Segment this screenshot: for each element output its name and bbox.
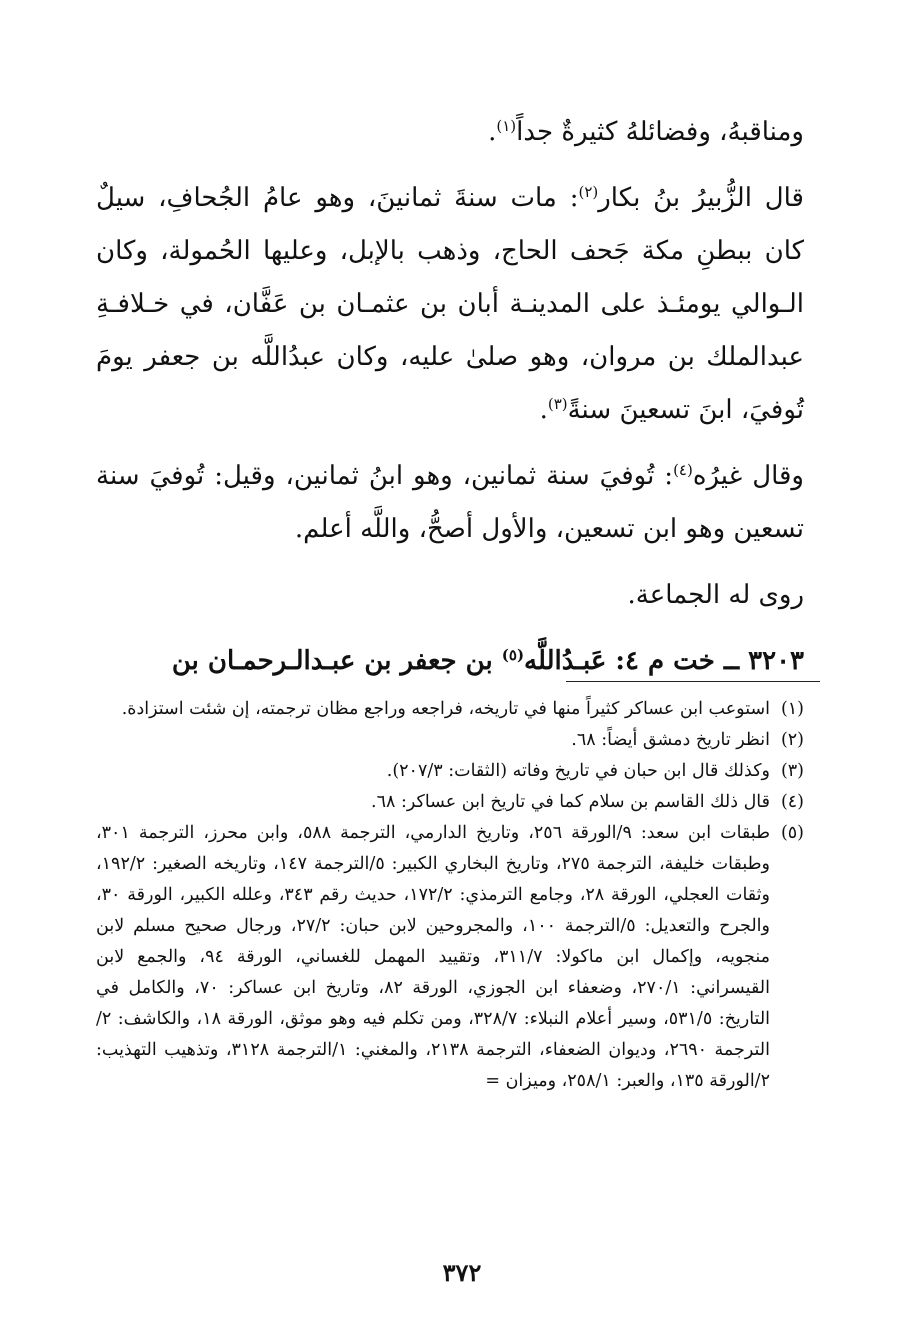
paragraph-text: وقال غيرُه [692,461,804,491]
entry-title-rest: بن جعفر بن عبـدالـرحمـان بن [171,646,493,676]
paragraph-4: روى له الجماعة. [627,580,804,610]
footnote-number: (٤) [780,792,804,812]
footnote-text: قال ذلك القاسم بن سلام كما في تاريخ ابن عساكر: ٦٨. [371,792,770,812]
footnote-text: انظر تاريخ دمشق أيضاً: ٦٨. [571,730,770,750]
footnote-number: (٥) [780,823,804,843]
punctuation: . [488,117,497,147]
paragraph-2 [96,172,804,437]
paragraph-text: ومناقبهُ، وفضائلهُ كثيرةٌ جداً [516,117,804,147]
footnote-ref: (١) [496,117,517,135]
footnote-ref: (٢) [578,183,599,201]
footnote-text: طبقات ابن سعد: ٩/الورقة ٢٥٦، وتاريخ الدارمي، الترجمة ٥٨٨، وابن محرز، الترجمة ٣٠١، وطبقات خليفة، الترجمة ٢٧٥، وتاريخ البخاري الكبير: ٥/الترجمة ١٤٧، وتاريخه الصغير: ١٩٢/٢، وثقات العجلي، الورقة ٢٨، وجامع الترمذي: ١٧٢/٢، حديث رقم ٣٤٣، وعلله الكبير، الورقة ٣٠، والجرح والتعديل: ٥/الترجمة ١٠٠، والمجروحين لابن حبان: ٢٧/٢، ورجال صحيح مسلم لابن منجويه، وإكمال ابن ماكولا: ٣١١/٧، وتقييد المهمل للغساني، الورقة ٩٤، والجمع لابن القيسراني: ٢٧٠/١، وضعفاء ابن الجوزي، الورقة ٨٢، وتاريخ ابن عساكر: ٧٠، والكامل في التاريخ: ٥٣١/٥، وسير أعلام النبلاء: ٣٢٨/٧، ومن تكلم فيه وهو موثق، الورقة ١٨، والكاشف: ٢/الترجمة ٢٦٩٠، وديوان الضعفاء، الترجمة ٢١٣٨، والمغني: ١/الترجمة ٣١٢٨، وتذهيب التهذيب: ٢/الورقة ١٣٥، والعبر: ٢٥٨/١، وميزان = [96,823,771,1091]
footnote-ref: (٥) [501,646,525,664]
footnote-number: (٢) [780,730,804,750]
footnote-item [96,787,804,818]
paragraph-3 [96,450,804,556]
footnote-ref: (٤) [673,461,693,479]
footnote-ref: (٣) [547,395,568,413]
paragraph-text: : تُوفيَ سنة ثمانين، وهو ابنُ ثمانين، وقيل: تُوفيَ سنة تسعين وهو ابن تسعين، والأول أصحُّ، واللَّه أعلم. [96,461,804,544]
footnote-item [96,756,804,787]
footnote-item [96,725,804,756]
footnote-text: وكذلك قال ابن حبان في تاريخ وفاته (الثقات: ٢٠٧/٣). [386,761,770,781]
footnote-item [96,694,804,725]
punctuation: . [539,395,548,425]
footnote-number: (١) [780,699,804,719]
footnote-item [96,818,804,1097]
footnote-text: استوعب ابن عساكر كثيراً منها في تاريخه، فراجعه وراجع مظان ترجمته، إن شئت استزادة. [121,699,770,719]
footnote-divider [566,681,820,682]
paragraph-text: : مات سنةَ ثمانينَ، وهو عامُ الجُحافِ، سيلٌ كان ببطنِ مكة جَحف الحاج، وذهب بالإبل، وعليها الحُمولة، وكان الـوالي يومئـذ على المدينـة أبان بن عثمـان بن عَفَّان، في خـلافـةِ عبدالملك بن مروان، وهو صلىٰ عليه، وكان عبدُاللَّه بن جعفر يومَ تُوفيَ، ابنَ تسعينَ سنةً [96,183,804,425]
footnote-number: (٣) [780,761,804,781]
page-number: ٣٧٢ [442,1258,482,1287]
main-text [96,106,804,688]
paragraph-text: قال الزُّبيرُ بنُ بكار [598,183,804,213]
footnotes [96,694,804,1097]
paragraph-1 [96,106,804,159]
entry-title: ٣٢٠٣ ــ خت م ٤: عَبـدُاللَّه [524,646,804,676]
